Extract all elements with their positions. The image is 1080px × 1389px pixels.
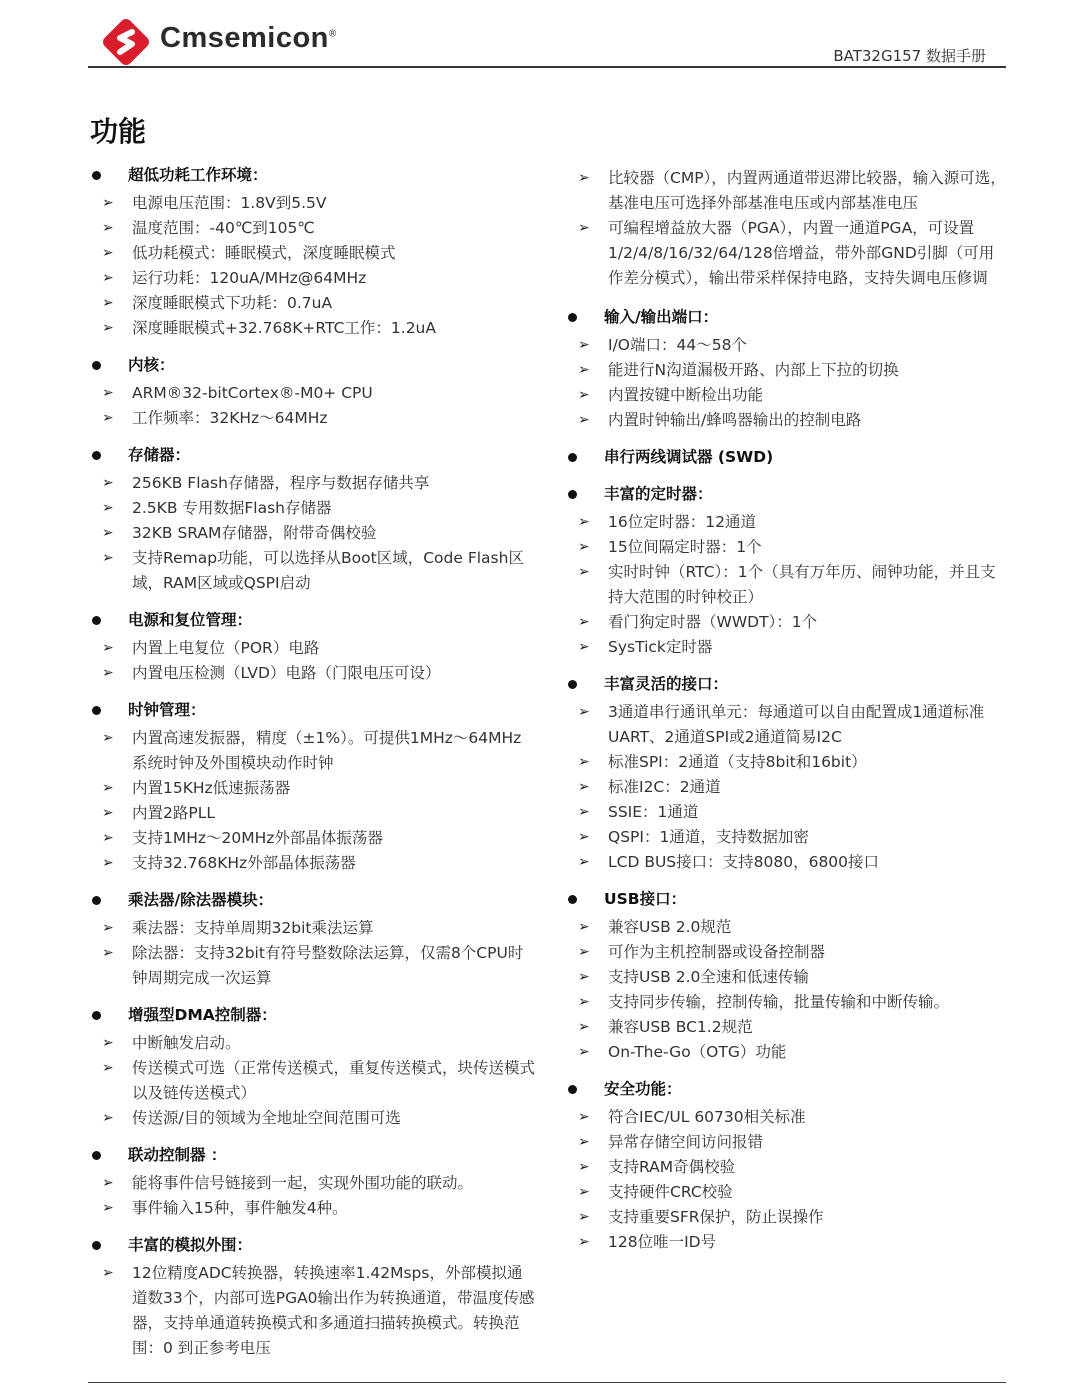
section-items (90, 471, 535, 596)
section-items (566, 1105, 1006, 1255)
continuation-list (566, 166, 1006, 291)
arrow-bullet-icon: ➢ (102, 1265, 114, 1281)
list-item-text: 可作为主机控制器或设备控制器 (608, 943, 826, 961)
arrow-bullet-icon: ➢ (578, 994, 590, 1010)
feature-section (566, 482, 1006, 660)
feature-section (90, 1143, 535, 1221)
arrow-bullet-icon: ➢ (578, 1109, 590, 1125)
list-item (566, 940, 1006, 965)
section-title: 联动控制器 ： (128, 1146, 227, 1164)
arrow-bullet-icon: ➢ (578, 944, 590, 960)
list-item-text: 事件输入15种，事件触发4种。 (132, 1199, 348, 1217)
section-heading (90, 163, 535, 188)
bullet-dot-icon (568, 680, 577, 689)
list-item-text: QSPI：1通道，支持数据加密 (608, 828, 809, 846)
list-item-text: 实时时钟（RTC）：1个（具有万年历、闹钟功能，并且支持大范围的时钟校正） (608, 563, 996, 606)
arrow-bullet-icon: ➢ (578, 514, 590, 530)
list-item-text: 128位唯一ID号 (608, 1233, 717, 1251)
list-item-text: 支持USB 2.0全速和低速传输 (608, 968, 809, 986)
arrow-bullet-icon: ➢ (578, 829, 590, 845)
list-item-text: 运行功耗：120uA/MHz@64MHz (132, 269, 367, 287)
section-title: 增强型DMA控制器： (128, 1006, 277, 1024)
section-heading (90, 1233, 535, 1258)
section-title: 安全功能： (604, 1080, 682, 1098)
list-item-text: 异常存储空间访问报错 (608, 1133, 764, 1151)
feature-section (566, 305, 1006, 433)
section-heading (90, 1143, 535, 1168)
list-item-text: SysTick定时器 (608, 638, 713, 656)
list-item-text: 比较器（CMP），内置两通道带迟滞比较器，输入源可选，基准电压可选择外部基准电压或内部基准电压 (608, 169, 1006, 212)
arrow-bullet-icon: ➢ (578, 412, 590, 428)
list-item (90, 496, 535, 521)
bullet-dot-icon (92, 1151, 101, 1160)
section-title: 存储器： (128, 446, 191, 464)
bullet-dot-icon (568, 490, 577, 499)
list-item-text: 兼容USB 2.0规范 (608, 918, 732, 936)
arrow-bullet-icon: ➢ (102, 295, 114, 311)
section-items (90, 916, 535, 991)
list-item-text: 15位间隔定时器：1个 (608, 538, 762, 556)
list-item (566, 1205, 1006, 1230)
section-title: 丰富灵活的接口： (604, 675, 729, 693)
list-item (566, 1180, 1006, 1205)
list-item-text: 内置高速发振器，精度（±1%）。可提供1MHz～64MHz系统时钟及外围模块动作时钟 (132, 729, 522, 772)
list-item (566, 915, 1006, 940)
section-title: 超低功耗工作环境： (128, 166, 268, 184)
arrow-bullet-icon: ➢ (102, 1175, 114, 1191)
list-item-text: 深度睡眠模式下功耗：0.7uA (132, 294, 333, 312)
arrow-bullet-icon: ➢ (578, 754, 590, 770)
arrow-bullet-icon: ➢ (102, 1060, 114, 1076)
bullet-dot-icon (92, 171, 101, 180)
list-item (90, 266, 535, 291)
arrow-bullet-icon: ➢ (578, 539, 590, 555)
right-sections (566, 305, 1006, 1255)
list-item-text: 支持硬件CRC校验 (608, 1183, 733, 1201)
arrow-bullet-icon: ➢ (102, 550, 114, 566)
list-item-text: 支持重要SFR保护，防止误操作 (608, 1208, 824, 1226)
arrow-bullet-icon: ➢ (102, 805, 114, 821)
bullet-dot-icon (568, 1085, 577, 1094)
arrow-bullet-icon: ➢ (102, 1110, 114, 1126)
section-items (566, 333, 1006, 433)
list-item (90, 1106, 535, 1131)
feature-section (566, 887, 1006, 1065)
list-item (566, 383, 1006, 408)
arrow-bullet-icon: ➢ (578, 779, 590, 795)
feature-section (90, 888, 535, 991)
list-item (90, 241, 535, 266)
list-item-text: 标准I2C：2通道 (608, 778, 721, 796)
list-item-text: 能将事件信号链接到一起，实现外围功能的联动。 (132, 1174, 474, 1192)
list-item (90, 941, 535, 991)
feature-section (90, 443, 535, 596)
bullet-dot-icon (92, 361, 101, 370)
list-item (566, 1015, 1006, 1040)
list-item (566, 825, 1006, 850)
section-title: 串行两线调试器 (SWD) (604, 448, 774, 466)
section-heading (566, 482, 1006, 507)
arrow-bullet-icon: ➢ (102, 385, 114, 401)
arrow-bullet-icon: ➢ (102, 665, 114, 681)
list-item (566, 408, 1006, 433)
left-column (90, 163, 535, 1373)
document-name: BAT32G157 数据手册 (833, 47, 986, 65)
arrow-bullet-icon: ➢ (102, 270, 114, 286)
list-item (566, 990, 1006, 1015)
list-item (90, 1056, 535, 1106)
list-item (90, 636, 535, 661)
arrow-bullet-icon: ➢ (578, 1134, 590, 1150)
list-item-text: 支持同步传输，控制传输，批量传输和中断传输。 (608, 993, 950, 1011)
list-item-text: 内置15KHz低速振荡器 (132, 779, 291, 797)
arrow-bullet-icon: ➢ (578, 854, 590, 870)
list-item (566, 965, 1006, 990)
section-heading (90, 443, 535, 468)
arrow-bullet-icon: ➢ (578, 337, 590, 353)
list-item (566, 510, 1006, 535)
list-item-text: 3通道串行通讯单元：每通道可以自由配置成1通道标准UART、2通道SPI或2通道简易I2C (608, 703, 985, 746)
list-item-text: On-The-Go（OTG）功能 (608, 1043, 787, 1061)
list-item (566, 1130, 1006, 1155)
list-item (90, 471, 535, 496)
list-item (566, 1105, 1006, 1130)
list-item-text: 符合IEC/UL 60730相关标准 (608, 1108, 806, 1126)
section-heading (90, 608, 535, 633)
arrow-bullet-icon: ➢ (102, 780, 114, 796)
list-item-text: 电源电压范围：1.8V到5.5V (132, 194, 327, 212)
list-item-text: 除法器：支持32bit有符号整数除法运算，仅需8个CPU时钟周期完成一次运算 (132, 944, 524, 987)
list-item (90, 661, 535, 686)
list-item (566, 1230, 1006, 1255)
list-item (566, 216, 1006, 291)
section-heading (90, 1003, 535, 1028)
list-item (566, 333, 1006, 358)
page-title: 功能 (90, 115, 147, 148)
list-item-text: SSIE：1通道 (608, 803, 699, 821)
section-title: 丰富的定时器： (604, 485, 713, 503)
feature-section (566, 672, 1006, 875)
section-items (90, 381, 535, 431)
arrow-bullet-icon: ➢ (102, 245, 114, 261)
arrow-bullet-icon: ➢ (578, 170, 590, 186)
list-item-text: 32KB SRAM存储器，附带奇偶校验 (132, 524, 377, 542)
list-item-text: 中断触发启动。 (132, 1034, 241, 1052)
section-heading (566, 887, 1006, 912)
list-item (90, 191, 535, 216)
cmsemicon-logo-icon (98, 14, 154, 74)
list-item (566, 800, 1006, 825)
list-item (90, 291, 535, 316)
feature-section (90, 1003, 535, 1131)
list-item (566, 166, 1006, 216)
arrow-bullet-icon: ➢ (102, 830, 114, 846)
list-item-text: 内置2路PLL (132, 804, 215, 822)
feature-section (566, 445, 1006, 470)
list-item-text: 看门狗定时器（WWDT）：1个 (608, 613, 818, 631)
list-item-text: 支持32.768KHz外部晶体振荡器 (132, 854, 356, 872)
list-item-text: I/O端口：44～58个 (608, 336, 747, 354)
section-items (566, 700, 1006, 875)
bullet-dot-icon (92, 1241, 101, 1250)
arrow-bullet-icon: ➢ (578, 220, 590, 236)
right-column (566, 163, 1006, 1267)
list-item-text: 内置时钟输出/蜂鸣器输出的控制电路 (608, 411, 862, 429)
list-item-text: 能进行N沟道漏极开路、内部上下拉的切换 (608, 361, 899, 379)
list-item (90, 1171, 535, 1196)
arrow-bullet-icon: ➢ (578, 387, 590, 403)
list-item (90, 851, 535, 876)
list-item (90, 406, 535, 431)
list-item (566, 635, 1006, 660)
list-item (566, 850, 1006, 875)
list-item-text: 256KB Flash存储器，程序与数据存储共享 (132, 474, 430, 492)
list-item-text: 乘法器：支持单周期32bit乘法运算 (132, 919, 374, 937)
section-items (90, 726, 535, 876)
list-item-text: 2.5KB 专用数据Flash存储器 (132, 499, 332, 517)
brand-name: Cmsemicon® (160, 22, 337, 54)
list-item (566, 560, 1006, 610)
section-title: USB接口： (604, 890, 687, 908)
bullet-dot-icon (568, 453, 577, 462)
bullet-dot-icon (568, 313, 577, 322)
arrow-bullet-icon: ➢ (102, 1035, 114, 1051)
section-items (90, 1171, 535, 1221)
arrow-bullet-icon: ➢ (578, 804, 590, 820)
arrow-bullet-icon: ➢ (578, 614, 590, 630)
section-title: 输入/输出端口： (604, 308, 719, 326)
list-item (90, 381, 535, 406)
list-item (90, 916, 535, 941)
list-item-text: 支持RAM奇偶校验 (608, 1158, 736, 1176)
list-item-text: 内置上电复位（POR）电路 (132, 639, 320, 657)
list-item (566, 358, 1006, 383)
section-heading (90, 353, 535, 378)
section-title: 内核： (128, 356, 175, 374)
list-item-text: 标准SPI：2通道（支持8bit和16bit） (608, 753, 867, 771)
section-items (90, 636, 535, 686)
list-item-text: LCD BUS接口：支持8080，6800接口 (608, 853, 880, 871)
list-item-text: 工作频率：32KHz～64MHz (132, 409, 328, 427)
feature-section (90, 1233, 535, 1361)
list-item-text: 支持1MHz～20MHz外部晶体振荡器 (132, 829, 383, 847)
list-item (90, 1196, 535, 1221)
list-item (566, 775, 1006, 800)
list-item-text: 传送源/目的领域为全地址空间范围可选 (132, 1109, 401, 1127)
list-item (566, 535, 1006, 560)
list-item-text: 支持Remap功能，可以选择从Boot区域，Code Flash区域，RAM区域或QSPI启动 (132, 549, 524, 592)
section-items (90, 1031, 535, 1131)
arrow-bullet-icon: ➢ (578, 1019, 590, 1035)
bullet-dot-icon (92, 706, 101, 715)
bullet-dot-icon (92, 451, 101, 460)
arrow-bullet-icon: ➢ (102, 945, 114, 961)
arrow-bullet-icon: ➢ (578, 919, 590, 935)
section-heading (566, 1077, 1006, 1102)
list-item (90, 801, 535, 826)
list-item (566, 1155, 1006, 1180)
feature-section (90, 353, 535, 431)
arrow-bullet-icon: ➢ (578, 969, 590, 985)
arrow-bullet-icon: ➢ (578, 1184, 590, 1200)
list-item (90, 546, 535, 596)
list-item (90, 216, 535, 241)
section-title: 丰富的模拟外围： (128, 1236, 253, 1254)
arrow-bullet-icon: ➢ (102, 475, 114, 491)
arrow-bullet-icon: ➢ (578, 564, 590, 580)
list-item-text: 内置电压检测（LVD）电路（门限电压可设） (132, 664, 441, 682)
list-item (566, 700, 1006, 750)
list-item (566, 750, 1006, 775)
arrow-bullet-icon: ➢ (578, 362, 590, 378)
list-item (90, 521, 535, 546)
arrow-bullet-icon: ➢ (102, 410, 114, 426)
footer-divider (88, 1382, 1006, 1383)
list-item-text: 温度范围：-40℃到105℃ (132, 219, 315, 237)
header-divider (88, 66, 1006, 68)
arrow-bullet-icon: ➢ (102, 640, 114, 656)
list-item (566, 1040, 1006, 1065)
list-item-text: 内置按键中断检出功能 (608, 386, 764, 404)
bullet-dot-icon (92, 616, 101, 625)
section-heading (566, 305, 1006, 330)
list-item (90, 316, 535, 341)
list-item (566, 610, 1006, 635)
arrow-bullet-icon: ➢ (578, 704, 590, 720)
arrow-bullet-icon: ➢ (102, 320, 114, 336)
arrow-bullet-icon: ➢ (102, 920, 114, 936)
feature-section (566, 1077, 1006, 1255)
list-item-text: 12位精度ADC转换器，转换速率1.42Msps，外部模拟通道数33个，内部可选PGA0输出作为转换通道，带温度传感器，支持单通道转换模式和多通道扫描转换模式。转换范围：0 到正参考电压 (132, 1264, 535, 1357)
list-item-text: 传送模式可选（正常传送模式，重复传送模式，块传送模式以及链传送模式） (132, 1059, 536, 1102)
list-item (90, 1031, 535, 1056)
arrow-bullet-icon: ➢ (102, 855, 114, 871)
bullet-dot-icon (92, 1011, 101, 1020)
arrow-bullet-icon: ➢ (102, 525, 114, 541)
feature-section (90, 698, 535, 876)
section-title: 电源和复位管理： (128, 611, 253, 629)
list-item (90, 1261, 535, 1361)
section-items (566, 510, 1006, 660)
list-item-text: 低功耗模式：睡眠模式，深度睡眠模式 (132, 244, 396, 262)
list-item (90, 776, 535, 801)
bullet-dot-icon (568, 895, 577, 904)
section-items (90, 191, 535, 341)
section-title: 时钟管理： (128, 701, 206, 719)
section-items (566, 915, 1006, 1065)
section-heading (566, 445, 1006, 470)
arrow-bullet-icon: ➢ (102, 195, 114, 211)
list-item-text: 兼容USB BC1.2规范 (608, 1018, 753, 1036)
section-heading (90, 888, 535, 913)
arrow-bullet-icon: ➢ (578, 1234, 590, 1250)
list-item-text: 深度睡眠模式+32.768K+RTC工作：1.2uA (132, 319, 436, 337)
section-heading (90, 698, 535, 723)
list-item-text: 16位定时器：12通道 (608, 513, 756, 531)
arrow-bullet-icon: ➢ (578, 1159, 590, 1175)
page-header (88, 10, 1006, 70)
list-item (90, 726, 535, 776)
section-title: 乘法器/除法器模块： (128, 891, 274, 909)
section-heading (566, 672, 1006, 697)
list-item-text: ARM®32-bitCortex®-M0+ CPU (132, 384, 373, 402)
arrow-bullet-icon: ➢ (578, 1209, 590, 1225)
arrow-bullet-icon: ➢ (102, 730, 114, 746)
feature-section (90, 608, 535, 686)
arrow-bullet-icon: ➢ (102, 500, 114, 516)
bullet-dot-icon (92, 896, 101, 905)
feature-section (90, 163, 535, 341)
arrow-bullet-icon: ➢ (102, 220, 114, 236)
arrow-bullet-icon: ➢ (102, 1200, 114, 1216)
section-items (90, 1261, 535, 1361)
list-item-text: 可编程增益放大器（PGA），内置一通道PGA，可设置1/2/4/8/16/32/64/128倍增益，带外部GND引脚（可用作差分模式），输出带采样保持电路，支持失调电压修调 (608, 219, 995, 287)
list-item (90, 826, 535, 851)
arrow-bullet-icon: ➢ (578, 639, 590, 655)
arrow-bullet-icon: ➢ (578, 1044, 590, 1060)
